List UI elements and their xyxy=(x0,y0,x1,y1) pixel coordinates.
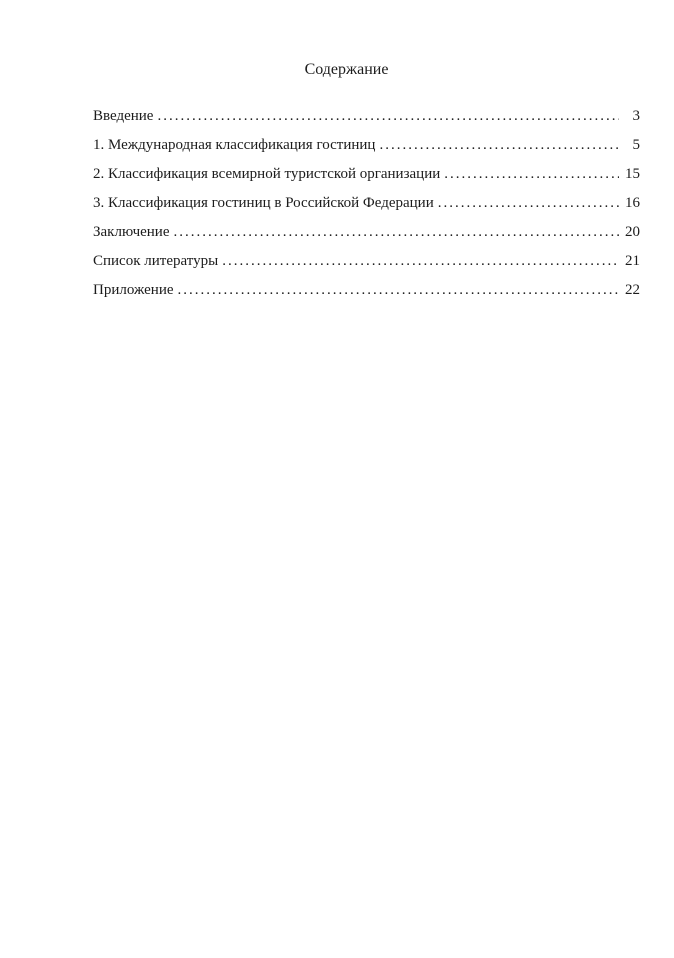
toc-entry-label: Заключение xyxy=(93,224,170,240)
toc-entry xyxy=(93,131,640,160)
toc-entry-label: Введение xyxy=(93,108,154,124)
toc-entry xyxy=(93,247,640,276)
toc-entry-label: Приложение xyxy=(93,282,174,298)
toc-entry-page: 20 xyxy=(625,224,640,240)
toc-entry-label: Список литературы xyxy=(93,253,219,269)
page-title: Содержание xyxy=(304,61,389,78)
toc-entry xyxy=(93,276,640,305)
toc-entry-label: 1. Международная классификация гостиниц xyxy=(93,137,376,153)
toc-leader-dots xyxy=(379,131,619,160)
toc-entry xyxy=(93,102,640,131)
toc-entry xyxy=(93,189,640,218)
toc-entry-page: 22 xyxy=(625,282,640,298)
toc-leader-dots xyxy=(444,160,619,189)
toc-leader-dots xyxy=(157,102,619,131)
toc-entry xyxy=(93,218,640,247)
toc-leader-dots xyxy=(438,189,619,218)
toc-entry-page: 15 xyxy=(625,166,640,182)
toc-entry-page: 16 xyxy=(625,195,640,211)
toc-entry-label: 2. Классификация всемирной туристской организации xyxy=(93,166,441,182)
toc-leader-dots xyxy=(174,218,620,247)
toc-leader-dots xyxy=(222,247,619,276)
toc-entry-page: 3 xyxy=(632,108,640,124)
toc-entry-label: 3. Классификация гостиниц в Российской Федерации xyxy=(93,195,434,211)
toc-entry-page: 5 xyxy=(632,137,640,153)
toc-entry xyxy=(93,160,640,189)
toc-leader-dots xyxy=(178,276,619,305)
toc-entry-page: 21 xyxy=(625,253,640,269)
table-of-contents xyxy=(93,102,640,305)
